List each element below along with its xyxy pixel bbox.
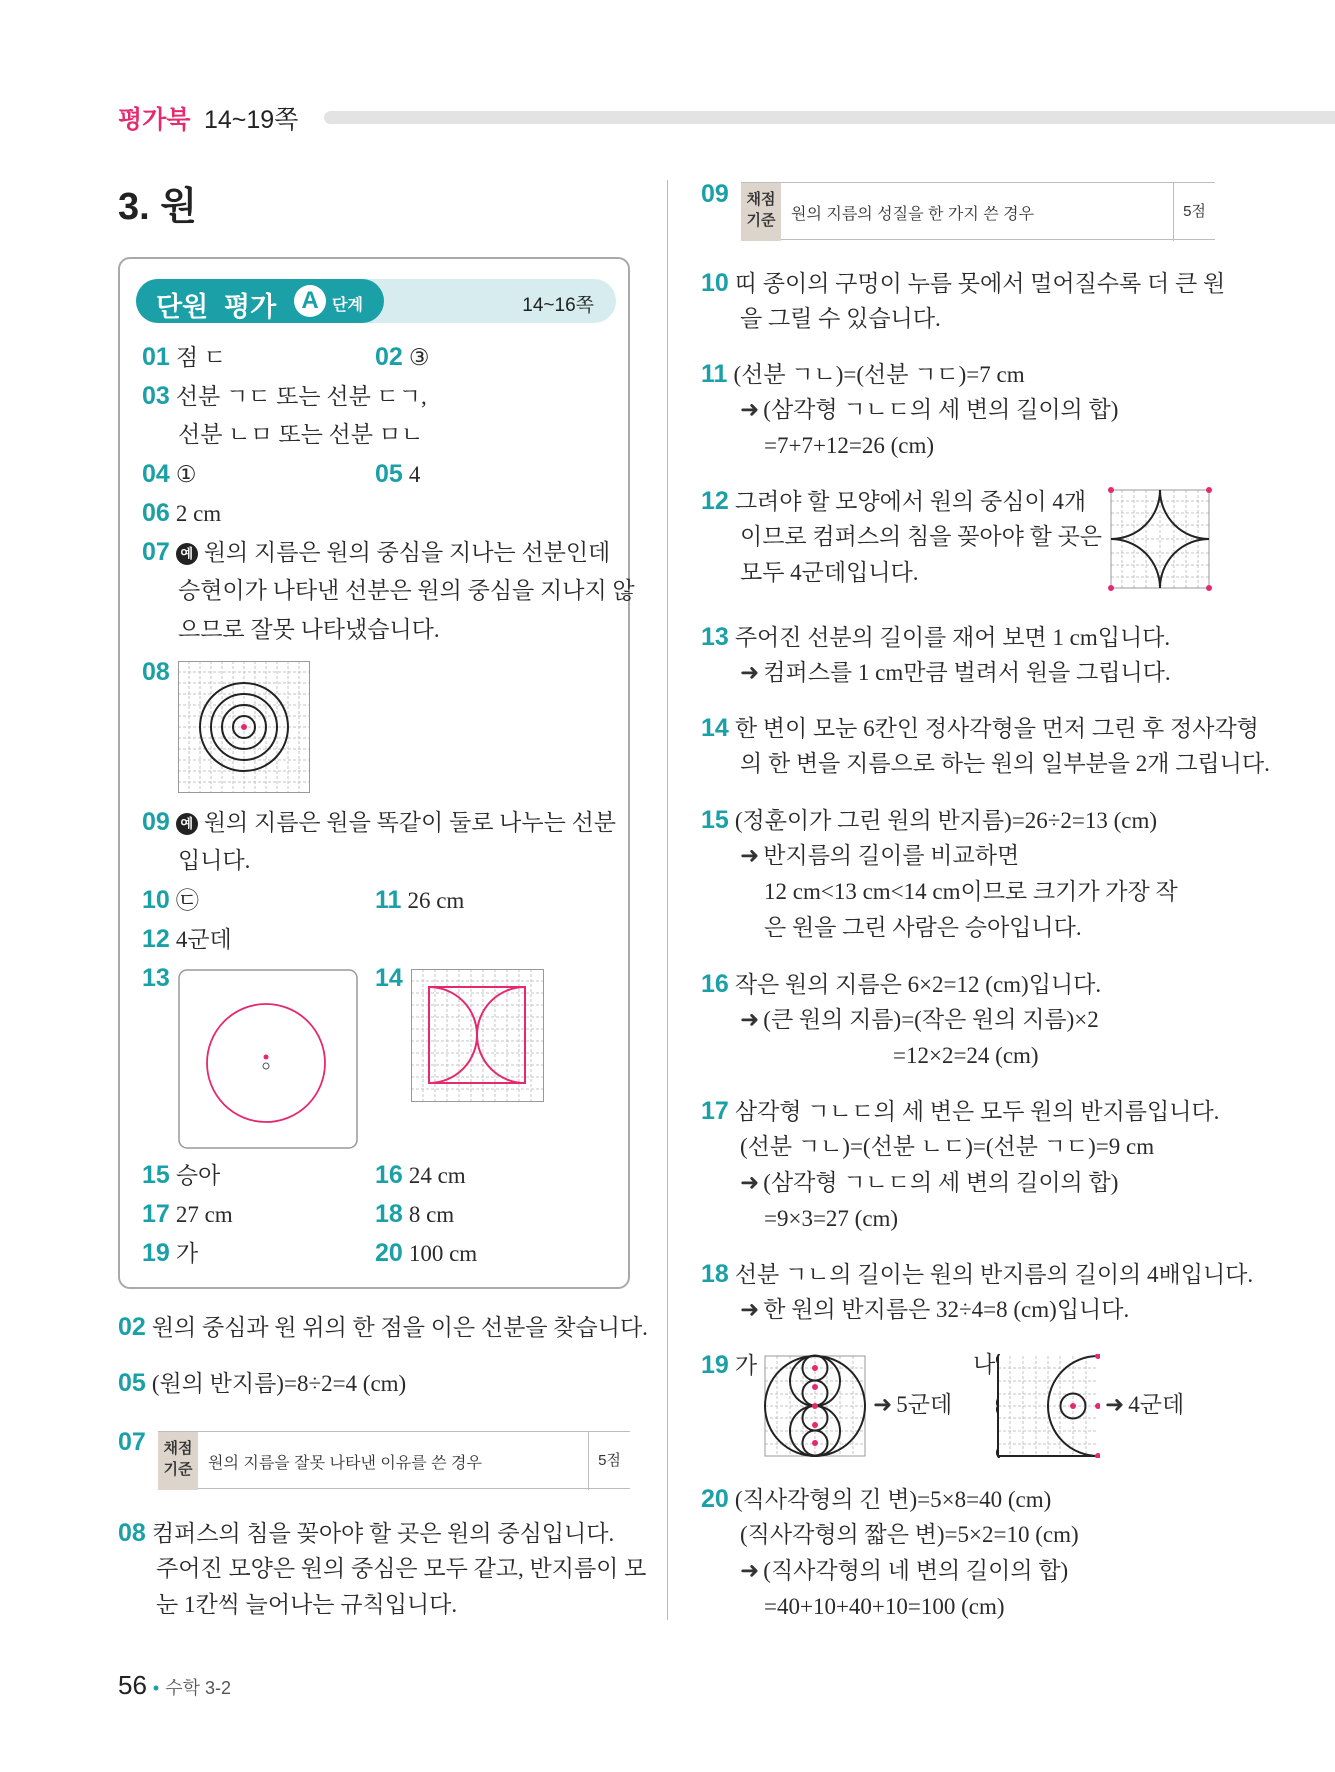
answer-18: 18 8 cm — [375, 1200, 455, 1228]
header-pages: 14~19쪽 — [204, 106, 299, 134]
explain-07-number: 07 — [118, 1428, 146, 1456]
explain-20-line2: (직사각형의 짧은 변)=5×2=10 (cm) — [740, 1522, 1079, 1547]
criteria-score: 5점 — [1173, 183, 1215, 241]
figure-na — [996, 1354, 1100, 1458]
answer-07-line2: 승현이가 나타낸 선분은 원의 중심을 지나지 않 — [178, 578, 635, 603]
label-na: 나 — [973, 1352, 996, 1377]
answer-01: 01 점 ㄷ — [142, 343, 226, 371]
explain-15-line2: ➜ 반지름의 길이를 비교하면 — [740, 843, 1020, 869]
answer-13: 13 — [142, 964, 170, 992]
explain-08: 08 컴퍼스의 침을 꽂아야 할 곳은 원의 중심입니다. — [118, 1519, 615, 1547]
answer-06: 06 2 cm — [142, 499, 222, 527]
arrow-icon: ➜ — [740, 1170, 760, 1196]
explain-11-line3: =7+7+12=26 (cm) — [764, 433, 935, 458]
four-arcs-figure — [1108, 487, 1212, 591]
explain-18: 18 선분 ㄱㄴ의 길이는 원의 반지름의 길이의 4배입니다. — [701, 1260, 1254, 1288]
page-footer — [118, 1670, 231, 1701]
unit-test-banner — [136, 279, 616, 323]
explain-02: 02 원의 중심과 원 위의 한 점을 이은 선분을 찾습니다. — [118, 1313, 648, 1341]
explain-08-line2: 주어진 모양은 원의 중심은 모두 같고, 반지름이 모 — [156, 1556, 647, 1581]
answer-09: 09 예 원의 지름은 원을 똑같이 둘로 나누는 선분 — [142, 808, 617, 836]
criteria-text: 원의 지름의 성질을 한 가지 쓴 경우 — [791, 206, 1035, 223]
explain-18-line2: ➜ 한 원의 반지름은 32÷4=8 (cm)입니다. — [740, 1297, 1130, 1323]
result-na: ➜ 4군데 — [1105, 1392, 1185, 1418]
explain-16-line2: ➜ (큰 원의 지름)=(작은 원의 지름)×2 — [740, 1007, 1099, 1033]
explain-15-line4: 은 원을 그린 사람은 승아입니다. — [764, 915, 1082, 940]
answer-16: 16 24 cm — [375, 1161, 466, 1189]
header-bar — [324, 111, 1335, 124]
explain-20-line3: ➜ (직사각형의 네 변의 길이의 합) — [740, 1558, 1069, 1584]
book-title: 수학 3-2 — [165, 1678, 232, 1698]
example-badge: 예 — [176, 813, 198, 835]
column-divider — [667, 180, 668, 1620]
answer-08: 08 — [142, 658, 170, 686]
answer-17: 17 27 cm — [142, 1200, 233, 1228]
explain-16: 16 작은 원의 지름은 6×2=12 (cm)입니다. — [701, 970, 1102, 998]
answer-10: 10 ㉢ — [142, 886, 199, 914]
arrow-icon: ➜ — [740, 1558, 760, 1584]
explain-15-line3: 12 cm<13 cm<14 cm이므로 크기가 가장 작 — [764, 879, 1178, 904]
arrow-icon: ➜ — [740, 397, 760, 423]
concentric-circles-figure — [178, 661, 310, 793]
answer-19: 19 가 — [142, 1239, 199, 1267]
banner-level: A — [294, 285, 326, 317]
explain-08-line3: 눈 1칸씩 늘어나는 규칙입니다. — [156, 1592, 458, 1617]
scoring-criteria-07 — [158, 1431, 630, 1489]
answer-04: 04 ① — [142, 460, 197, 488]
answer-14: 14 — [375, 964, 403, 992]
answer-02: 02 ③ — [375, 343, 430, 371]
answer-11: 11 26 cm — [375, 886, 465, 914]
explain-13: 13 주어진 선분의 길이를 재어 보면 1 cm입니다. — [701, 623, 1171, 651]
bullet-icon: • — [152, 1678, 160, 1698]
explain-15: 15 (정훈이가 그린 원의 반지름)=26÷2=13 (cm) — [701, 806, 1158, 834]
explain-17-line2: (선분 ㄱㄴ)=(선분 ㄴㄷ)=(선분 ㄱㄷ)=9 cm — [740, 1134, 1155, 1159]
page-header — [118, 100, 1335, 136]
figure-ga — [763, 1354, 867, 1458]
explain-19: 19 가 — [701, 1351, 758, 1379]
explain-16-line3: =12×2=24 (cm) — [893, 1043, 1039, 1068]
answer-07-line3: 으므로 잘못 나타냈습니다. — [178, 617, 440, 642]
header-label: 평가북 — [118, 106, 191, 134]
answer-20: 20 100 cm — [375, 1239, 478, 1267]
explain-20-line4: =40+10+40+10=100 (cm) — [764, 1594, 1005, 1619]
answer-05: 05 4 — [375, 460, 421, 488]
arrow-icon: ➜ — [740, 1297, 760, 1323]
criteria-tag: 채점 기준 — [158, 1432, 198, 1490]
explain-10: 10 띠 종이의 구멍이 누름 못에서 멀어질수록 더 큰 원 — [701, 269, 1226, 297]
criteria-score: 5점 — [588, 1432, 630, 1490]
result-ga: ➜ 5군데 — [873, 1392, 953, 1418]
answer-15: 15 승아 — [142, 1161, 221, 1189]
criteria-tag: 채점 기준 — [741, 183, 781, 241]
banner-pill — [136, 279, 384, 323]
answer-03-line2: 선분 ㄴㅁ 또는 선분 ㅁㄴ — [178, 422, 424, 447]
scoring-criteria-09 — [741, 182, 1215, 240]
explain-17-line3: ➜ (삼각형 ㄱㄴㄷ의 세 변의 길이의 합) — [740, 1170, 1119, 1196]
answer-03: 03 선분 ㄱㄷ 또는 선분 ㄷㄱ, — [142, 382, 427, 410]
arrow-icon: ➜ — [740, 660, 760, 686]
answer-09-line2: 입니다. — [178, 848, 251, 873]
answer-07: 07 예 원의 지름은 원의 중심을 지나는 선분인데 — [142, 538, 611, 566]
explain-14: 14 한 변이 모눈 6칸인 정사각형을 먼저 그린 후 정사각형 — [701, 714, 1259, 742]
arrow-icon: ➜ — [873, 1392, 893, 1418]
criteria-text: 원의 지름을 잘못 나타낸 이유를 쓴 경우 — [208, 1455, 482, 1472]
explain-09-number: 09 — [701, 180, 729, 208]
explain-17: 17 삼각형 ㄱㄴㄷ의 세 변은 모두 원의 반지름입니다. — [701, 1097, 1220, 1125]
square-arcs-figure — [411, 969, 544, 1102]
banner-test: 평가 — [224, 292, 277, 322]
example-badge: 예 — [176, 543, 198, 565]
explain-20: 20 (직사각형의 긴 변)=5×8=40 (cm) — [701, 1485, 1052, 1513]
arrow-icon: ➜ — [740, 843, 760, 869]
explain-14-line2: 의 한 변을 지름으로 하는 원의 일부분을 2개 그립니다. — [740, 751, 1270, 776]
explain-12: 12 그려야 할 모양에서 원의 중심이 4개 — [701, 487, 1087, 515]
arrow-icon: ➜ — [740, 1007, 760, 1033]
circle-drawing-figure — [178, 969, 358, 1149]
answer-12: 12 4군데 — [142, 925, 232, 953]
explain-11: 11 (선분 ㄱㄴ)=(선분 ㄱㄷ)=7 cm — [701, 360, 1025, 388]
explain-17-line4: =9×3=27 (cm) — [764, 1206, 899, 1231]
explain-13-line2: ➜ 컴퍼스를 1 cm만큼 벌려서 원을 그립니다. — [740, 660, 1171, 686]
explain-10-line2: 을 그릴 수 있습니다. — [740, 306, 941, 331]
explain-05: 05 (원의 반지름)=8÷2=4 (cm) — [118, 1369, 407, 1397]
explain-11-line2: ➜ (삼각형 ㄱㄴㄷ의 세 변의 길이의 합) — [740, 397, 1119, 423]
explain-12-line3: 모두 4군데입니다. — [740, 560, 919, 585]
banner-stage: 단계 — [332, 297, 363, 314]
explain-12-line2: 이므로 컴퍼스의 침을 꽂아야 할 곳은 — [740, 524, 1103, 549]
page-number: 56 — [118, 1670, 147, 1700]
banner-range: 14~16쪽 — [522, 295, 594, 316]
arrow-icon: ➜ — [1105, 1392, 1125, 1418]
banner-unit: 단원 — [156, 292, 209, 322]
answer-box — [118, 257, 635, 1289]
chapter-title: 3. 원 — [118, 186, 197, 228]
